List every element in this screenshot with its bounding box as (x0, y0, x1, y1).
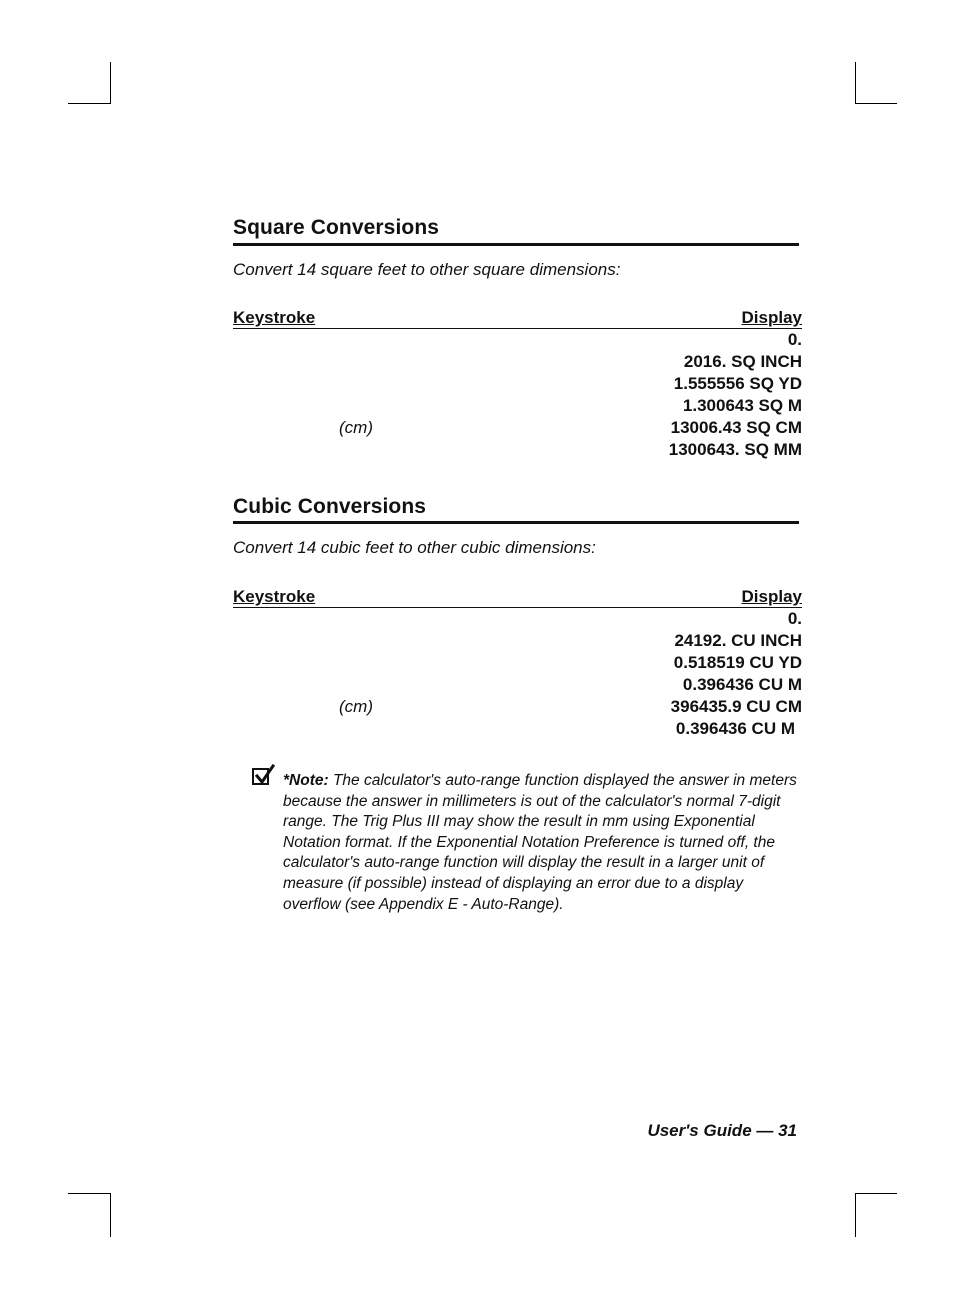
square-intro: Convert 14 square feet to other square dimensions: (233, 260, 621, 279)
display-cell: 0. (787, 609, 802, 628)
display-cell: 0.396436 CU M (682, 675, 802, 694)
note-label: *Note: (283, 772, 329, 789)
display-cell: 24192. CU INCH (674, 631, 802, 650)
display-cell: 396435.9 CU CM (670, 697, 802, 716)
crop-mark-bottom-left-v (110, 1193, 111, 1237)
display-cell: 1300643. SQ MM (668, 440, 802, 459)
cubic-section-title: Cubic Conversions (233, 495, 427, 518)
square-table-header (233, 308, 802, 329)
table-row (233, 352, 802, 374)
table-row (233, 719, 802, 741)
square-title-rule (233, 243, 799, 246)
keystroke-header: Keystroke (233, 587, 316, 606)
display-cell: 0. (787, 330, 802, 349)
crop-mark-bottom-right-v (855, 1193, 856, 1237)
table-row (233, 609, 802, 631)
cubic-table-header (233, 587, 802, 608)
keystroke-cell: (cm) (339, 697, 373, 716)
table-row (233, 440, 802, 462)
display-header: Display (741, 587, 802, 606)
crop-mark-top-left-v (110, 62, 111, 104)
display-header: Display (741, 308, 802, 327)
square-section-title: Square Conversions (233, 216, 440, 239)
display-cell: 1.555556 SQ YD (673, 374, 802, 393)
table-row (233, 697, 802, 719)
table-row (233, 675, 802, 697)
cubic-title-rule (233, 521, 799, 524)
table-row (233, 374, 802, 396)
table-row (233, 418, 802, 440)
note-text: The calculator's auto-range function displayed the answer in meters because the answer in millimeters is out of the calculator's normal 7-digit range. The Trig Plus III may show the result in mm using Exponential Notation format. If the Exponential Notation Preference is turned off, the calculator's auto-range function will display the result in a larger unit of measure (if possible) instead of displaying an error due to a display overflow (see Appendix E - Auto-Range). (283, 772, 797, 913)
crop-mark-top-right-h (855, 103, 897, 104)
crop-mark-bottom-right-h (855, 1193, 897, 1194)
display-cell: 1.300643 SQ M (682, 396, 802, 415)
keystroke-cell: (cm) (339, 418, 373, 437)
table-row (233, 631, 802, 653)
cubic-intro: Convert 14 cubic feet to other cubic dimensions: (233, 538, 596, 557)
display-cell: 0.518519 CU YD (673, 653, 802, 672)
crop-mark-bottom-left-h (68, 1193, 111, 1194)
checkmark-icon (252, 768, 269, 785)
page-footer: User's Guide — 31 (647, 1121, 797, 1140)
table-row (233, 653, 802, 675)
table-row (233, 396, 802, 418)
note-paragraph (283, 771, 803, 915)
display-cell: 0.396436 CU M (675, 719, 795, 738)
crop-mark-top-left-h (68, 103, 111, 104)
keystroke-header: Keystroke (233, 308, 316, 327)
display-cell: 13006.43 SQ CM (670, 418, 802, 437)
table-row (233, 330, 802, 352)
display-cell: 2016. SQ INCH (683, 352, 802, 371)
crop-mark-top-right-v (855, 62, 856, 104)
